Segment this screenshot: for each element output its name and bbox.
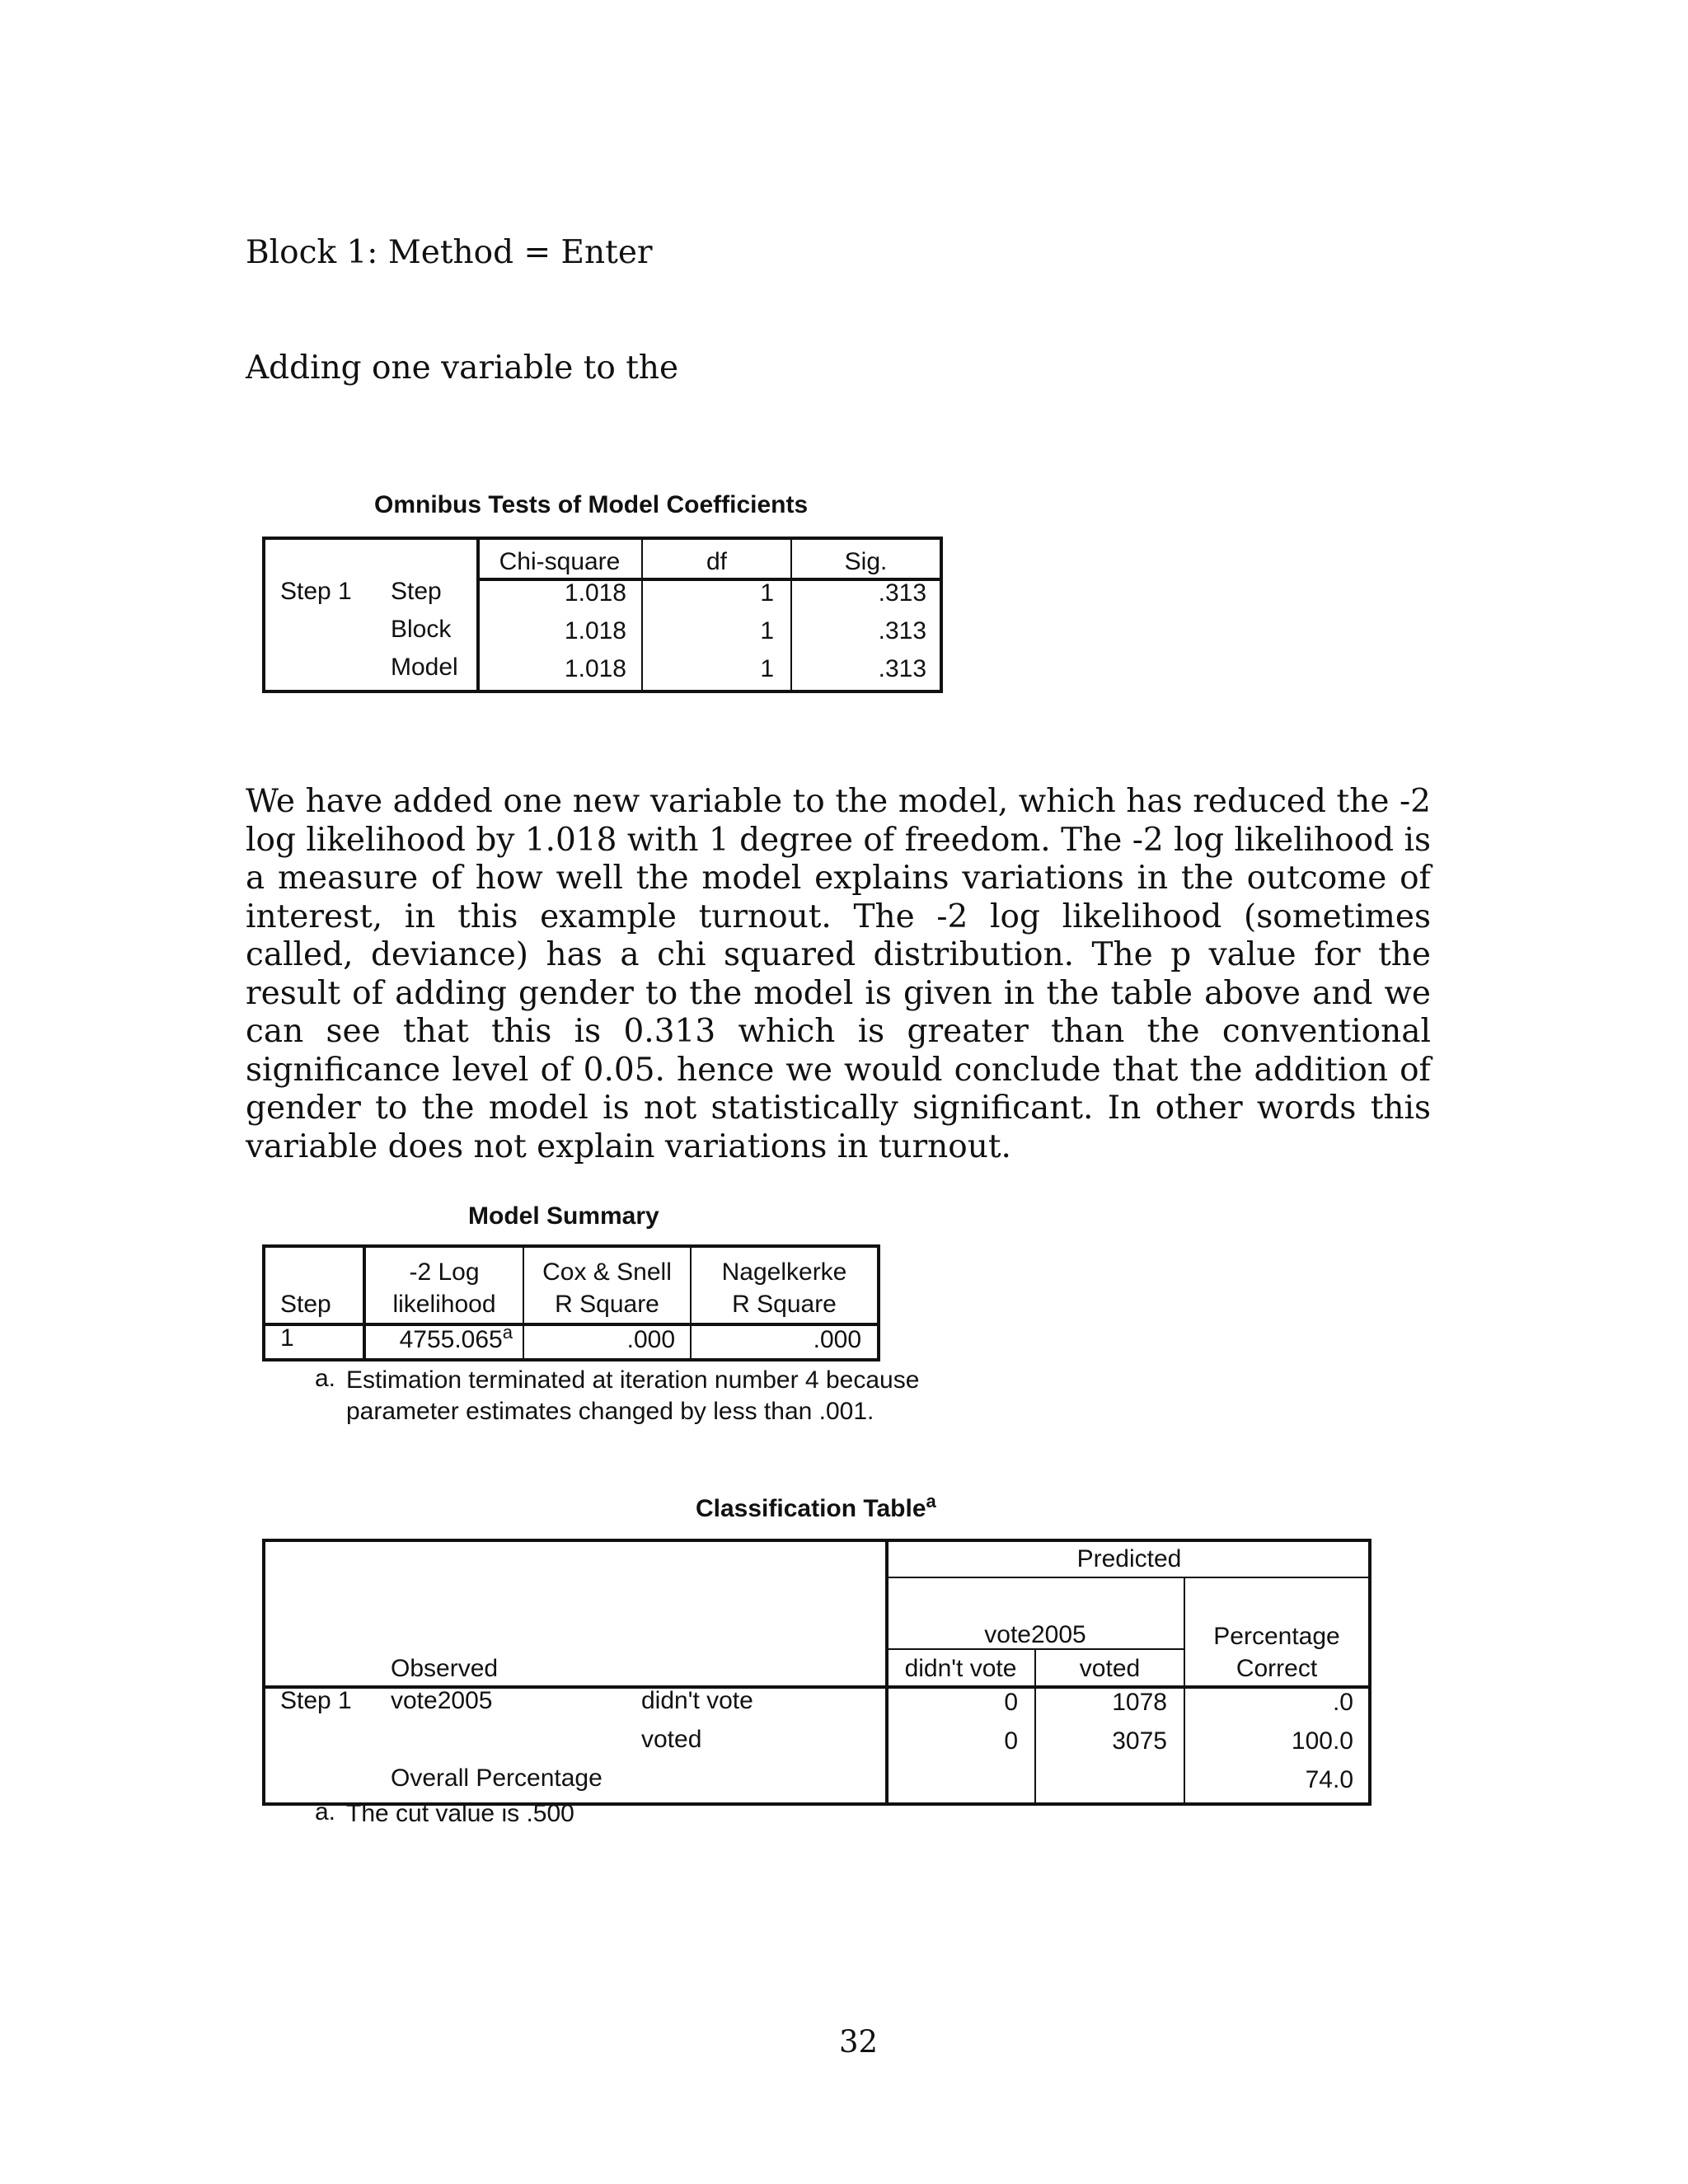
classification-didnt-vote-value: 0 <box>1004 1727 1018 1755</box>
classification-title-text: Classification Table <box>696 1495 926 1522</box>
classification-row-label: voted <box>641 1726 702 1753</box>
body-paragraph: We have added one new variable to the model, which has reduced the -2 log likelihood by 1.018 with 1 degree of freedom. The -2 log likelihood is a measure of how well the model explains variations in the outcome of interest, in this example turnout. The -2 log likelihood (sometimes called, deviance) has a chi squared distribution. The p value for the result of adding gender to the model is given in the table above and we can see that this is 0.313 which is greater than the conventional significance level of 0.05. hence we would conclude that the addition of gender to the model is not statistically significant. In other words this variable does not explain variations in turnout. <box>246 783 1431 1165</box>
omnibus-df-value: 1 <box>760 655 774 682</box>
classification-var-label: vote2005 <box>391 1687 493 1714</box>
model-summary-footnote: Estimation terminated at iteration number 4 because <box>346 1366 920 1394</box>
classification-overall-value: 74.0 <box>1305 1766 1353 1793</box>
omnibus-sig-value: .313 <box>878 655 926 682</box>
classification-predicted-header: Predicted <box>1076 1545 1182 1572</box>
classification-pct-header: Correct <box>1236 1655 1318 1682</box>
omnibus-sig-value: .313 <box>878 579 926 607</box>
omnibus-df-value: 1 <box>760 579 774 607</box>
classification-observed-header: Observed <box>391 1655 499 1682</box>
omnibus-header-sig: Sig. <box>844 548 888 575</box>
omnibus-chi-value: 1.018 <box>564 617 626 644</box>
omnibus-table-title: Omnibus Tests of Model Coefficients <box>374 491 809 518</box>
omnibus-header-chi-square: Chi-square <box>499 548 621 575</box>
model-summary-loglik-value <box>366 1322 513 1354</box>
omnibus-row-label: Step <box>391 578 442 605</box>
classification-table <box>262 1539 1372 1806</box>
model-summary-footnote-marker: a. <box>315 1365 336 1392</box>
omnibus-row-label: Block <box>391 616 452 643</box>
model-summary-title: Model Summary <box>468 1202 659 1230</box>
omnibus-chi-value: 1.018 <box>564 579 626 607</box>
classification-row-label: didn't vote <box>641 1687 753 1714</box>
classification-voted-value: 3075 <box>1112 1727 1167 1755</box>
model-summary-header-loglik: likelihood <box>392 1291 496 1318</box>
omnibus-step-label: Step 1 <box>280 578 352 605</box>
classification-didnt-vote-value: 0 <box>1004 1689 1018 1716</box>
model-summary-header-cox: Cox & Snell <box>542 1258 672 1286</box>
section-heading: Adding one variable to the <box>246 349 679 387</box>
loglik-number: 4755.065 <box>399 1326 503 1353</box>
classification-step-label: Step 1 <box>280 1687 352 1714</box>
model-summary-step-value: 1 <box>280 1324 294 1352</box>
classification-title <box>696 1491 936 1523</box>
classification-voted-header: voted <box>1079 1655 1141 1682</box>
omnibus-header-df: df <box>706 548 728 575</box>
classification-didnt-vote-header: didn't vote <box>904 1655 1017 1682</box>
model-summary-cox-value: .000 <box>626 1326 675 1353</box>
model-summary-header-loglik: -2 Log <box>409 1258 480 1286</box>
omnibus-df-value: 1 <box>760 617 774 644</box>
classification-predicted-rule <box>885 1577 1372 1578</box>
omnibus-row-label: Model <box>391 654 458 681</box>
omnibus-chi-value: 1.018 <box>564 655 626 682</box>
model-summary-header-cox: R Square <box>555 1291 659 1318</box>
classification-footnote: The cut value is .500 <box>346 1800 574 1827</box>
classification-vote-header: vote2005 <box>984 1621 1086 1648</box>
model-summary-footnote: parameter estimates changed by less than .001. <box>346 1398 874 1425</box>
model-summary-header-step: Step <box>280 1291 331 1318</box>
classification-footnote-marker: a. <box>315 1798 336 1825</box>
classification-pct-value: .0 <box>1332 1689 1353 1716</box>
classification-pct-value: 100.0 <box>1291 1727 1353 1755</box>
classification-pct-header: Percentage <box>1213 1623 1340 1650</box>
model-summary-header-nagelkerke: R Square <box>732 1291 837 1318</box>
classification-overall-label: Overall Percentage <box>391 1765 603 1792</box>
loglik-footnote-marker: a <box>502 1322 513 1343</box>
model-summary-header-nagelkerke: Nagelkerke <box>721 1258 847 1286</box>
classification-title-marker: a <box>926 1491 936 1511</box>
omnibus-table <box>262 537 943 693</box>
omnibus-sig-value: .313 <box>878 617 926 644</box>
block-heading: Block 1: Method = Enter <box>246 234 653 271</box>
classification-voted-value: 1078 <box>1112 1689 1167 1716</box>
model-summary-table <box>262 1244 880 1361</box>
page-number: 32 <box>839 2024 879 2060</box>
model-summary-nagelkerke-value: .000 <box>813 1326 861 1353</box>
